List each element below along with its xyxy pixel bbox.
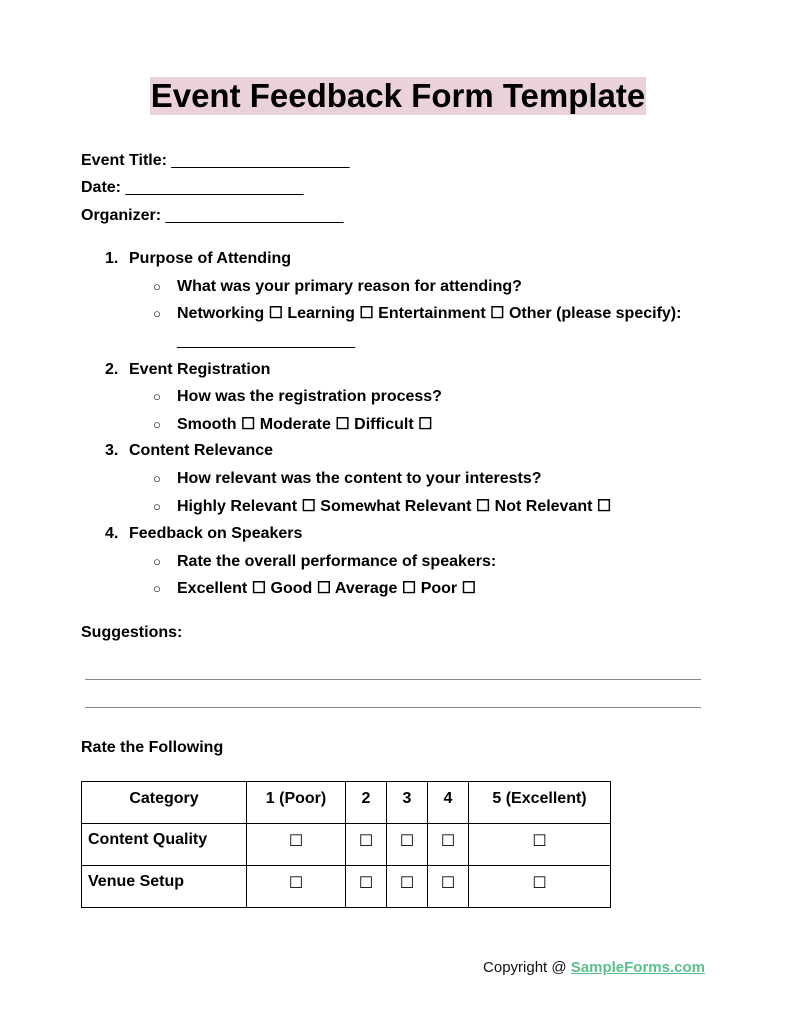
organizer-field [81,206,343,226]
column-header: 3 [387,782,428,824]
list-number: 3. [105,442,119,459]
suggestion-line-1[interactable] [85,679,701,680]
column-header: 2 [346,782,387,824]
bullet-icon: ○ [153,554,161,569]
rating-checkbox[interactable]: ☐ [387,824,428,866]
column-header: 5 (Excellent) [469,782,611,824]
rating-checkbox[interactable]: ☐ [469,866,611,908]
table-row [82,824,611,866]
checkbox-options[interactable]: Highly Relevant ☐ Somewhat Relevant ☐ Not Relevant ☐ [177,498,612,515]
question-heading: Content Relevance [129,442,274,459]
question-text: What was your primary reason for attending? [177,278,522,295]
rating-checkbox[interactable]: ☐ [428,866,469,908]
other-specify-blank[interactable]: ____________________ [177,332,355,349]
table-row [82,866,611,908]
checkbox-options[interactable]: Networking ☐ Learning ☐ Entertainment ☐ Other (please specify): [177,305,682,322]
bullet-icon: ○ [153,306,161,321]
date-field [81,178,303,198]
bullet-icon: ○ [153,581,161,596]
question-heading: Feedback on Speakers [129,525,303,542]
bullet-icon: ○ [153,471,161,486]
organizer-blank[interactable]: ____________________ [165,207,344,224]
list-item [153,552,496,572]
list-item [153,497,611,517]
checkbox-options[interactable]: Smooth ☐ Moderate ☐ Difficult ☐ [177,416,433,433]
rating-checkbox[interactable]: ☐ [346,866,387,908]
page-title: Event Feedback Form Template [150,77,646,114]
question-1-heading [105,249,291,269]
question-text: How relevant was the content to your interests? [177,470,542,487]
footer-copyright [483,958,705,978]
column-header: Category [82,782,247,824]
list-number: 1. [105,250,119,267]
suggestion-line-2[interactable] [85,707,701,708]
suggestions-label: Suggestions: [81,624,183,641]
table-header-row [82,782,611,824]
question-text: Rate the overall performance of speakers: [177,553,497,570]
category-cell: Content Quality [82,824,247,866]
rating-checkbox[interactable]: ☐ [428,824,469,866]
event-title-blank[interactable]: ____________________ [171,152,350,169]
list-item [153,579,476,599]
rating-table [81,781,611,908]
list-item [153,387,442,407]
bullet-icon: ○ [153,389,161,404]
list-item [153,415,432,435]
list-number: 2. [105,361,119,378]
sampleforms-link[interactable]: SampleForms.com [570,959,705,976]
list-item [153,304,681,324]
rating-checkbox[interactable]: ☐ [247,824,346,866]
question-3-heading [105,441,273,461]
rating-checkbox[interactable]: ☐ [346,824,387,866]
list-item [153,469,542,489]
title-container [0,77,796,115]
field-label: Event Title: [81,152,167,169]
rating-checkbox[interactable]: ☐ [469,824,611,866]
list-number: 4. [105,525,119,542]
question-text: How was the registration process? [177,388,442,405]
checkbox-options[interactable]: Excellent ☐ Good ☐ Average ☐ Poor ☐ [177,580,476,597]
event-title-field [81,151,349,171]
bullet-icon: ○ [153,499,161,514]
bullet-icon: ○ [153,417,161,432]
column-header: 1 (Poor) [247,782,346,824]
field-label: Organizer: [81,207,162,224]
bullet-icon: ○ [153,279,161,294]
date-blank[interactable]: ____________________ [125,179,304,196]
question-4-heading [105,524,302,544]
question-heading: Purpose of Attending [129,250,292,267]
question-2-heading [105,360,270,380]
rate-section-label: Rate the Following [81,739,224,756]
field-label: Date: [81,179,122,196]
column-header: 4 [428,782,469,824]
copyright-text: Copyright @ [483,959,571,976]
list-item [153,277,522,297]
category-cell: Venue Setup [82,866,247,908]
question-heading: Event Registration [129,361,271,378]
rating-checkbox[interactable]: ☐ [247,866,346,908]
rating-checkbox[interactable]: ☐ [387,866,428,908]
